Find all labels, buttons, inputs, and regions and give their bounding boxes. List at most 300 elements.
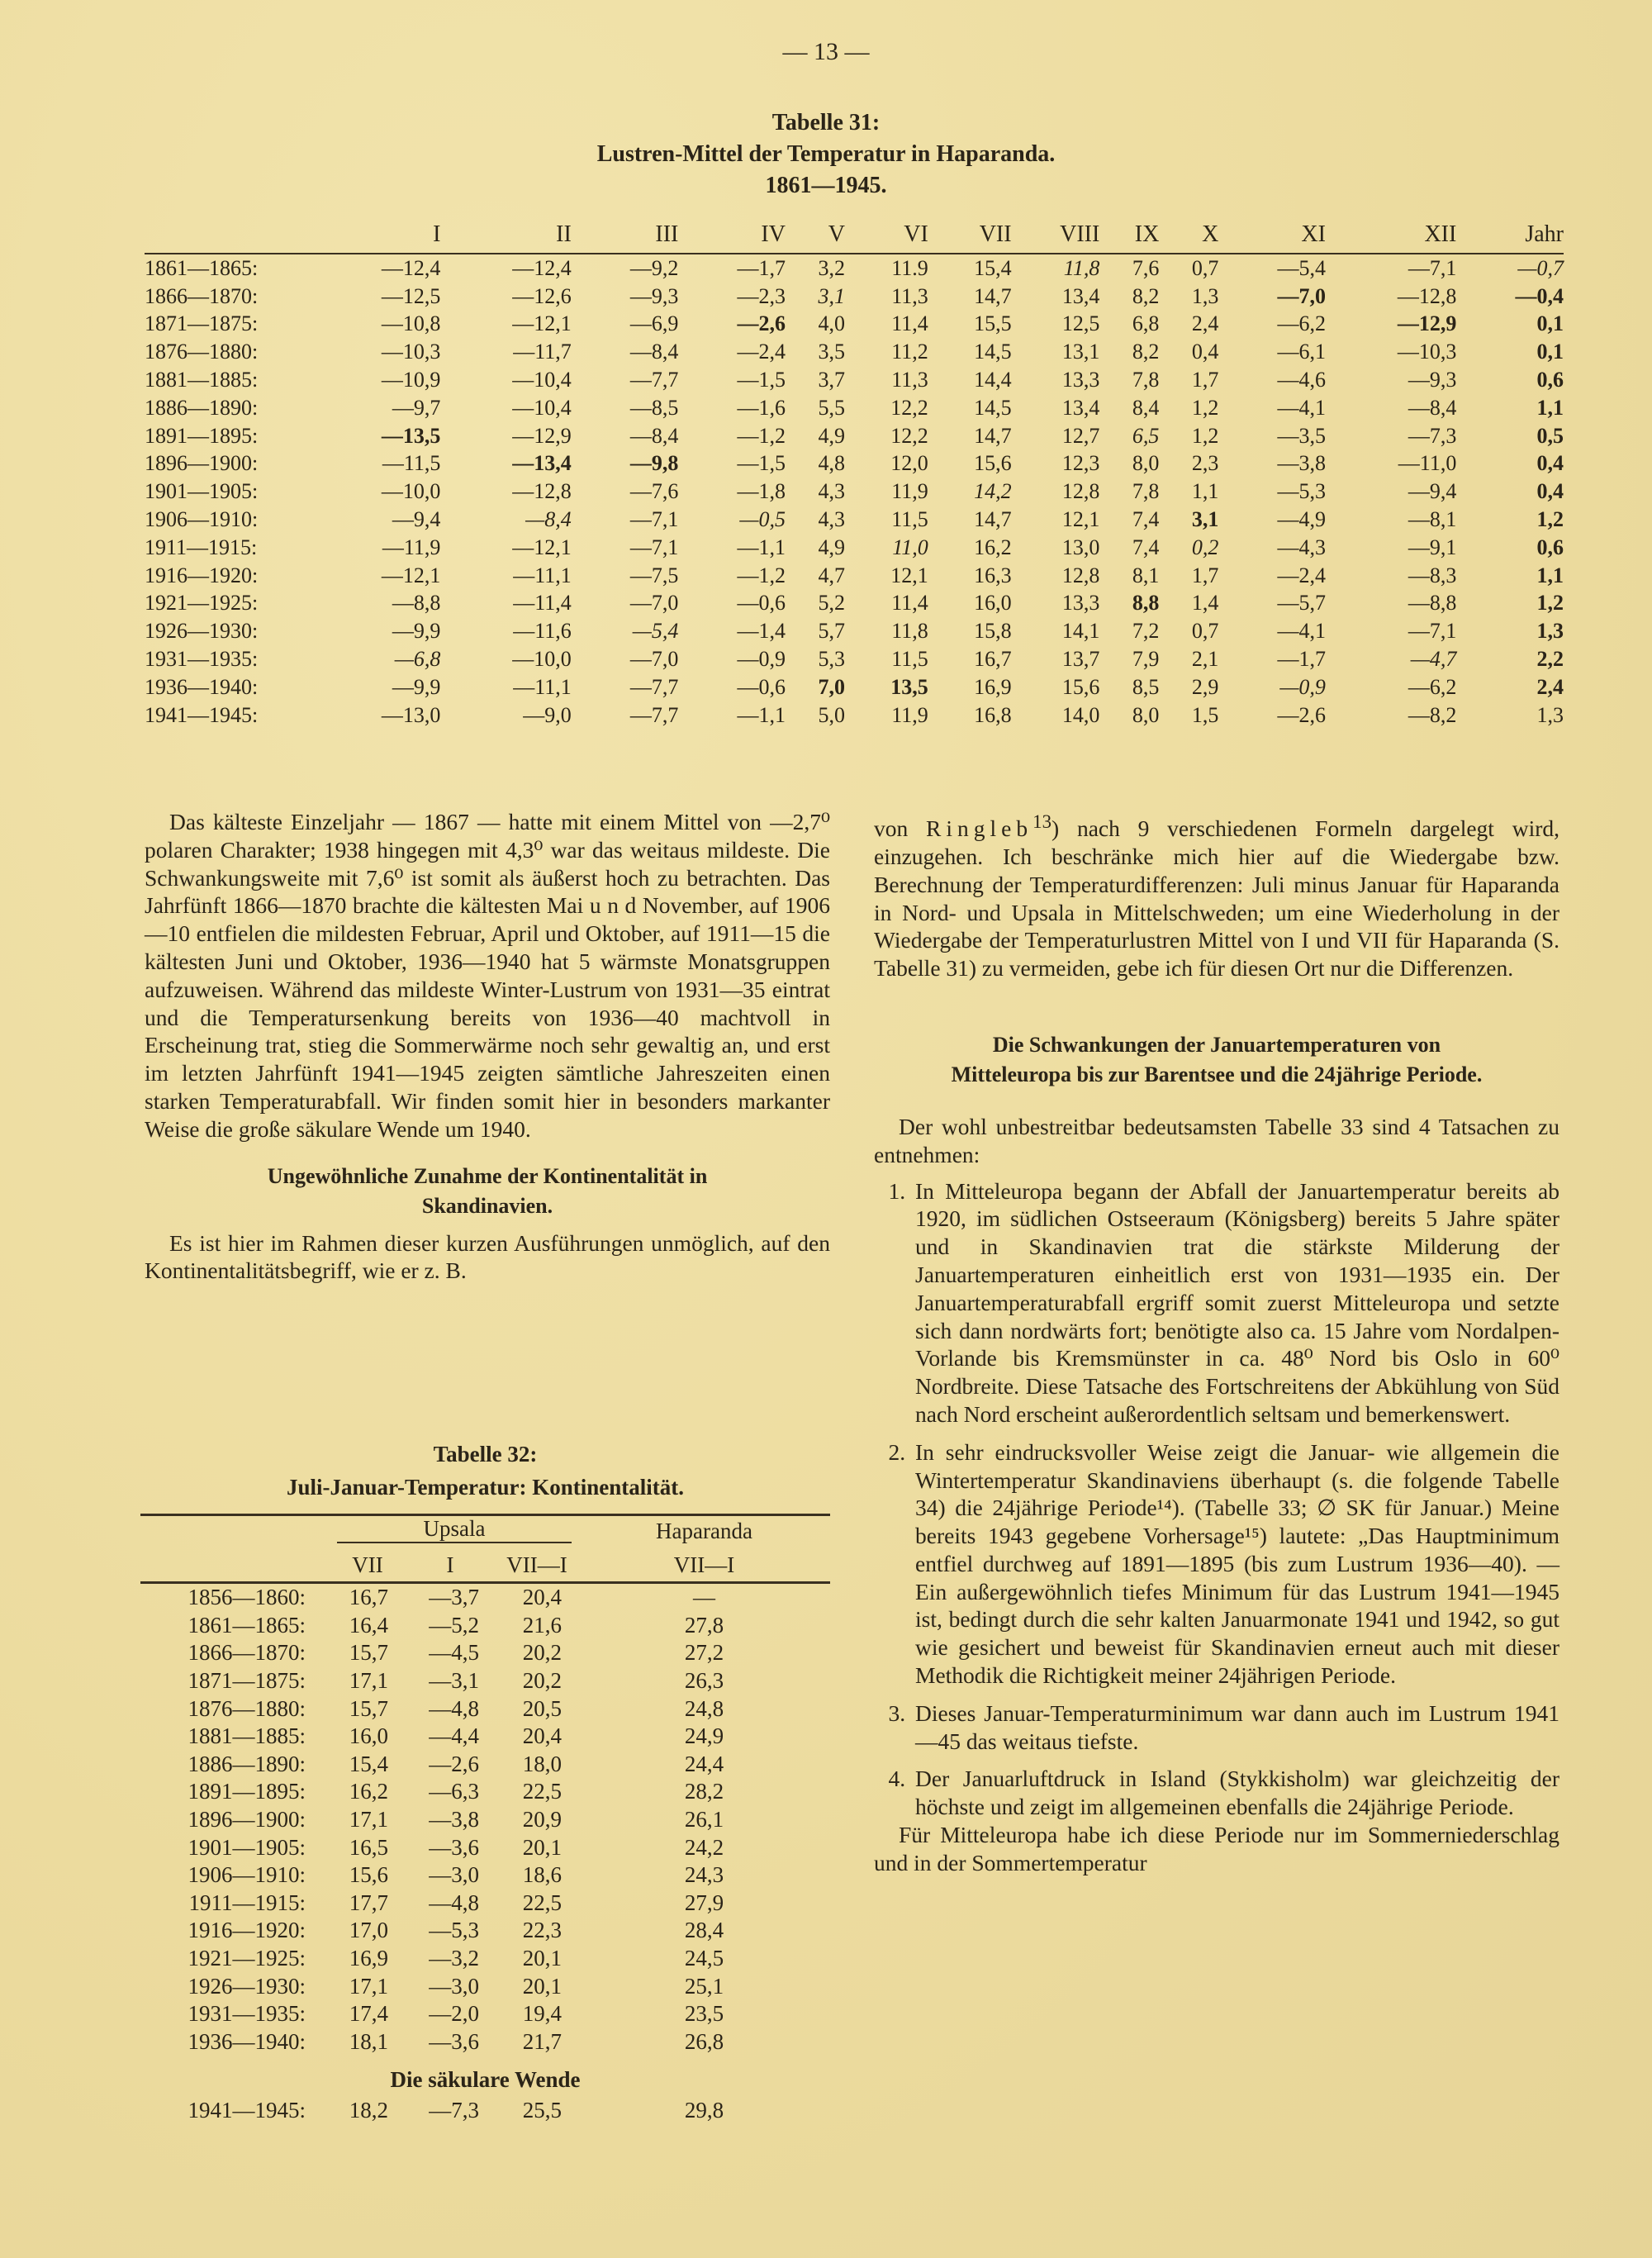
table31-cell: —11,7: [513, 340, 572, 364]
table31-col-header: VIII: [1060, 221, 1100, 247]
table31-cell: 2,4: [1191, 311, 1219, 336]
table31-cell: —8,8: [392, 591, 441, 616]
table31-cell: 7,9: [1132, 647, 1160, 672]
table32-cell-diff: 21,7: [522, 2028, 562, 2054]
table32-cell-i: —3,2: [429, 1946, 479, 1971]
table31-cell: —6,9: [629, 311, 679, 336]
table31-cell: 3,1: [1191, 507, 1219, 532]
table31-cell: 1,3: [1536, 702, 1564, 727]
row-period: 1871—1875:: [145, 311, 259, 336]
table32-cell-diff: 20,4: [522, 1585, 562, 1610]
table31-cell: —8,4: [1408, 395, 1457, 420]
table31-cell: 12,3: [1061, 451, 1100, 476]
table31-cell: —12,5: [381, 283, 441, 308]
table32-row: [140, 1667, 830, 1695]
table31-cell: 4,0: [818, 311, 845, 336]
table31-cell: 8,0: [1132, 702, 1160, 727]
table32-cell-period: 1876—1880:: [188, 1695, 306, 1721]
table31-row: [145, 617, 1564, 645]
table31-cell: —9,9: [392, 619, 441, 644]
table31-cell: 0,6: [1536, 535, 1564, 559]
table31-cell: —8,8: [1408, 591, 1457, 616]
table31-cell: 8,8: [1132, 591, 1160, 616]
table32-cell-period: 1931—1935:: [188, 2001, 306, 2027]
table31-cell: 14,7: [974, 283, 1012, 308]
table32-cell-vii: 17,1: [349, 1973, 388, 1999]
fact-item: 3. Dieses Januar-Temperaturminimum war dann auch im Lustrum 1941—45 das weitaus tiefste.: [911, 1699, 1559, 1756]
table31-cell: —2,6: [1277, 702, 1326, 727]
table31-cell: 13,7: [1061, 647, 1100, 672]
table31-cell: 1,3: [1536, 619, 1564, 644]
table32-row: [140, 1723, 830, 1751]
table32-body: [140, 1583, 830, 2056]
table31-cell: —4,1: [1277, 619, 1326, 644]
table31-cell: 14,5: [974, 340, 1012, 364]
table31-cell: —6,1: [1277, 340, 1326, 364]
table31-cell: —10,3: [381, 340, 441, 364]
table31-cell: 1,4: [1191, 591, 1219, 616]
table32-cell-diff: 19,4: [522, 2001, 562, 2027]
table31-row: [145, 673, 1564, 701]
table31-cell: —10,0: [512, 647, 572, 672]
table31-cell: 14,7: [974, 423, 1012, 448]
table32-row: [140, 1861, 830, 1890]
table31-cell: —5,7: [1277, 591, 1326, 616]
table31-cell: 13,1: [1061, 340, 1100, 364]
table31-cell: —4,3: [1277, 535, 1326, 559]
table31-cell: —1,6: [737, 395, 786, 420]
table31-cell: —2,6: [737, 311, 786, 336]
table31-cell: —1,2: [737, 563, 786, 587]
table32-cell-i: —3,0: [429, 1862, 479, 1888]
table31-cell: 11,4: [891, 311, 928, 336]
table31-cell: —12,4: [512, 255, 572, 280]
table31-cell: —3,8: [1277, 451, 1326, 476]
table31-col-header: I: [433, 221, 441, 247]
table31-cell: 4,7: [818, 563, 845, 587]
table32-cell-vii: 16,5: [349, 1834, 388, 1860]
table31-cell: —0,4: [1515, 283, 1564, 308]
table31-cell: 12,0: [890, 451, 928, 476]
table31-cell: —12,8: [1397, 283, 1457, 308]
table31-cell: 0,2: [1191, 535, 1219, 559]
row-period: 1941—1945:: [145, 702, 259, 727]
table31-cell: 13,3: [1061, 368, 1100, 392]
table32-cell-hap: 23,5: [684, 2001, 724, 2027]
table31-cell: —13,5: [381, 423, 441, 448]
table31-cell: —12,1: [512, 311, 572, 336]
table31-cell: —3,5: [1277, 423, 1326, 448]
row-period: 1921—1925:: [145, 591, 259, 616]
table31-cell: —9,3: [629, 283, 679, 308]
table31-cell: 16,8: [974, 702, 1012, 727]
table31-cell: —6,8: [394, 647, 441, 672]
table31-cell: 16,3: [974, 563, 1012, 587]
table31-cell: 8,2: [1132, 340, 1160, 364]
table32-cell-diff: 22,5: [522, 1890, 562, 1915]
table32-cell-vii: 16,2: [349, 1779, 388, 1804]
table31-cell: —11,5: [382, 451, 441, 476]
table31-row: [145, 645, 1564, 673]
table31-cell: —0,9: [737, 647, 786, 672]
table32-cell-i: —6,3: [429, 1779, 479, 1804]
table31-cell: —11,0: [1398, 451, 1457, 476]
table31-cell: 3,2: [818, 255, 845, 280]
table31-cell: 11,5: [891, 647, 928, 672]
table32-row: [140, 1890, 830, 1918]
table31-cell: —0,5: [739, 507, 786, 532]
table32-cell-vii: 16,9: [349, 1946, 388, 1971]
table31-col-header: XII: [1424, 221, 1457, 247]
table31-cell: 2,2: [1536, 647, 1564, 672]
table31-cell: —7,3: [1408, 423, 1457, 448]
table31-cell: —10,0: [381, 479, 441, 504]
table32-cell-diff: 21,6: [522, 1612, 562, 1638]
table31-cell: 0,7: [1191, 619, 1219, 644]
table31-cell: —9,0: [523, 702, 572, 727]
table32-cell-period: 1916—1920:: [188, 1918, 306, 1943]
table31-cell: 11,4: [891, 591, 928, 616]
table31-cell: 14,1: [1061, 619, 1100, 644]
table31-cell: 15,4: [974, 255, 1012, 280]
table31-cell: 7,6: [1132, 255, 1160, 280]
table31-cell: 12,8: [1061, 563, 1100, 587]
table32-cell-period: 1866—1870:: [188, 1640, 306, 1666]
table32-cell-diff: 20,1: [522, 1946, 562, 1971]
table32-cell-diff: 20,5: [522, 1695, 562, 1721]
table32-cell-vii: 18,1: [349, 2028, 388, 2054]
table32-cell-hap: 24,2: [684, 1834, 724, 1860]
table32-cell-i: —2,6: [429, 1751, 479, 1776]
table31-cell: —1,2: [737, 423, 786, 448]
table32-cell-period: 1886—1890:: [188, 1751, 306, 1776]
table32-cell-i: —4,8: [429, 1695, 479, 1721]
table32-cell-diff: 20,9: [522, 1807, 562, 1833]
table31-cell: 0,5: [1536, 423, 1564, 448]
table31-cell: —2,4: [737, 340, 786, 364]
facts-list: [874, 1177, 1559, 1822]
table31-corner: [145, 216, 310, 254]
paragraph-facts-lead: Der wohl unbestreitbar bedeutsamsten Tabelle 33 sind 4 Tatsachen zu entnehmen:: [874, 1113, 1559, 1167]
table31-cell: —9,4: [392, 507, 441, 532]
left-column-text: [145, 808, 830, 1285]
table31-cell: 14,2: [974, 479, 1012, 504]
table31-cell: 7,4: [1132, 535, 1160, 559]
table31-col-header: Jahr: [1525, 221, 1564, 247]
table31-cell: 6,5: [1132, 423, 1160, 448]
footnote-ref-13: 13: [1032, 811, 1052, 832]
table31-cell: 11,5: [891, 507, 928, 532]
table31-col-header: X: [1202, 221, 1219, 247]
table31-cell: 5,2: [818, 591, 845, 616]
table31-cell: 13,5: [890, 674, 928, 699]
table31-cell: 6,8: [1132, 311, 1160, 336]
table31-row: [145, 366, 1564, 394]
fact-item: 4. Der Januarluftdruck in Island (Stykkisholm) war gleichzeitig der höchste und zeigt im allgemeinen ebenfalls die 24jährige Periode.: [911, 1765, 1559, 1821]
table31-cell: 11,8: [891, 619, 928, 644]
table32-cell-diff: 20,1: [522, 1834, 562, 1860]
table32-cell-hap: 26,3: [684, 1668, 724, 1694]
table31-cell: 0,1: [1536, 340, 1564, 364]
table31-cell: —11,1: [513, 563, 572, 587]
table31-cell: 11,3: [891, 283, 928, 308]
paragraph-ringleb: von Ringleb$^{13}$) nach 9 verschiedenen Formeln dargelegt wird, einzugehen. Ich beschränke mich hier auf die Wiedergabe bzw. Berechnung der Temperaturdifferenzen: Juli minus Januar für Haparanda in Nord- und Upsala in Mittelschweden; um eine Wiederholung in der Wiedergabe der Temperaturlustren Mittel von I und VII für Haparanda (S. Tabelle 31) zu vermeiden, gebe ich für diesen Ort nur die Differenzen.: [874, 811, 1559, 982]
table32-row: [140, 1695, 830, 1723]
table31-cell: —8,4: [525, 507, 572, 532]
table32-cell-period: 1896—1900:: [188, 1807, 306, 1833]
table32-cell-i: —2,0: [429, 2001, 479, 2027]
paragraph-closing: Für Mitteleuropa habe ich diese Periode nur im Sommerniederschlag und in der Sommertemperatur: [874, 1822, 1559, 1875]
page-number: — 13 —: [782, 38, 870, 65]
table31-cell: 11.9: [891, 255, 928, 280]
table31-cell: —2,4: [1277, 563, 1326, 587]
table31-cell: 7,4: [1132, 507, 1160, 532]
table31-cell: —0,6: [737, 591, 786, 616]
table31-label: Tabelle 31:: [771, 110, 881, 135]
table31-cell: 1,7: [1191, 563, 1219, 587]
table31-cell: —9,1: [1408, 535, 1457, 559]
table31-cell: —7,1: [629, 507, 679, 532]
table31-cell: —12,1: [512, 535, 572, 559]
table32-col-i: I: [405, 1548, 496, 1583]
table31-cell: —7,0: [629, 591, 679, 616]
table32-col-diff: VII—I: [496, 1548, 578, 1583]
paragraph-coldest-year: Das kälteste Einzeljahr — 1867 — hatte mit einem Mittel von —2,7⁰ polaren Charakter; 1938 hingegen mit 4,3⁰ war das weitaus mildeste. Die Schwankungsweite mit 7,6⁰ ist somit als äußerst hoch zu betrachten. Das Jahrfünft 1866—1870 brachte die kältesten Mai u n d November, auf 1906—10 entfielen die mildesten Februar, April und Oktober, auf 1911—15 die kältesten Juni und Oktober, 1936—1940 hat 5 wärmste Monatsgruppen aufzuweisen. Während das mildeste Winter-Lustrum von 1931—35 eintrat und die Temperatursenkung bereits von 1936—40 machtvoll in Erscheinung trat, stieg die Sommerwärme noch sehr gewaltig an, und erst im letzten Jahrfünft 1941—1945 zeigten sämtliche Jahreszeiten einen starken Temperaturabfall. Wir finden somit hier in besonders markanter Weise die große säkulare Wende um 1940.: [145, 809, 830, 1142]
table32: [140, 1514, 830, 2125]
author-name: Ringleb: [926, 815, 1033, 842]
row-period: 1861—1865:: [145, 255, 259, 280]
table31-cell: —12,8: [512, 479, 572, 504]
table31-cell: 1,1: [1536, 395, 1564, 420]
table31-cell: 13,4: [1061, 395, 1100, 420]
table31-cell: 5,0: [818, 702, 845, 727]
row-period: 1931—1935:: [145, 647, 259, 672]
row-period: 1926—1930:: [145, 619, 259, 644]
table31-cell: 1,2: [1536, 507, 1564, 532]
table32-cell-period: 1921—1925:: [188, 1946, 306, 1971]
table31-row: [145, 283, 1564, 311]
table32-cell-hap: 26,8: [684, 2028, 724, 2054]
table32-caption: [140, 1438, 830, 1504]
table31-cell: 11,2: [891, 340, 928, 364]
row-period: 1936—1940:: [145, 674, 259, 699]
table32-cell-period: 1891—1895:: [188, 1779, 306, 1804]
fact-item: 1. In Mitteleuropa begann der Abfall der Januartemperatur bereits ab 1920, im südlichen Ostseeraum (Königsberg) bereits 5 Jahre später und in Skandinavien trat die stärkste Milderung der Januartemperaturen einheitlich erst von 1931—1935 ein. Der Januartemperaturabfall ergriff somit zuerst Mitteleuropa und setzte sich dann nordwärts fort; benötigte also ca. 15 Jahre vom Nordalpen-Vorlande bis Kremsmünster in ca. 48⁰ Nord bis Oslo in 60⁰ Nordbreite. Diese Tatsache des Fortschreitens der Abkühlung von Süd nach Nord erscheint außerordentlich seltsam und bemerkenswert.: [911, 1177, 1559, 1428]
table31-cell: 5,5: [818, 395, 845, 420]
table31-cell: 8,4: [1132, 395, 1160, 420]
table31-cell: 0,4: [1536, 451, 1564, 476]
section-heading-continentality: Ungewöhnliche Zunahme der Kontinentalität in Skandinavien.: [267, 1163, 708, 1218]
row-period: 1906—1910:: [145, 507, 259, 532]
table31-cell: —5,3: [1277, 479, 1326, 504]
table32-cell-vii: 17,7: [349, 1890, 388, 1915]
table32-title: Juli-Januar-Temperatur: Kontinentalität.: [287, 1475, 684, 1500]
table31-row: [145, 311, 1564, 339]
table32-cell-period: 1906—1910:: [188, 1862, 306, 1888]
table32-cell-hap: 24,9: [684, 1723, 724, 1749]
table32-group-upsala: Upsala: [330, 1514, 578, 1548]
table31-cell: —5,4: [632, 619, 679, 644]
table31-cell: 15,8: [974, 619, 1012, 644]
table31-cell: 14,0: [1061, 702, 1100, 727]
table32-cell-vii: 15,4: [349, 1751, 388, 1776]
table32-cell-period: 1856—1860:: [188, 1585, 306, 1610]
table32-cell-hap: 24,5: [684, 1946, 724, 1971]
table31-cell: —1,7: [737, 255, 786, 280]
table32-cell-hap: 27,2: [684, 1640, 724, 1666]
table31-cell: —8,1: [1408, 507, 1457, 532]
table32-cell-i: —4,8: [429, 1890, 479, 1915]
table31-cell: —7,7: [629, 702, 679, 727]
table31-row: [145, 422, 1564, 450]
table32-cell-period: 1926—1930:: [188, 1973, 306, 1999]
table32-row: [140, 1972, 830, 2000]
row-period: 1886—1890:: [145, 395, 259, 420]
table31-cell: 7,8: [1132, 479, 1160, 504]
row-period: 1891—1895:: [145, 423, 259, 448]
table31-cell: —8,2: [1408, 702, 1457, 727]
table31-cell: —12,9: [512, 423, 572, 448]
table31-row: [145, 701, 1564, 730]
table31-cell: 4,8: [818, 451, 845, 476]
table32-cell-vii: 17,1: [349, 1807, 388, 1833]
table31-cell: 3,5: [818, 340, 845, 364]
table31-cell: —9,8: [629, 451, 679, 476]
paragraph-continentality: Es ist hier im Rahmen dieser kurzen Ausführungen unmöglich, auf den Kontinentalitätsbegriff, wie er z. B.: [145, 1229, 830, 1284]
table32-cell-period: 1871—1875:: [188, 1668, 306, 1694]
table31-cell: —2,3: [737, 283, 786, 308]
row-period: 1876—1880:: [145, 340, 259, 364]
table32-col-vii: VII: [330, 1548, 405, 1583]
table31: [145, 216, 1564, 730]
table31-cell: —6,2: [1277, 311, 1326, 336]
table31-row: [145, 506, 1564, 534]
table31-cell: —1,1: [737, 702, 786, 727]
table31-cell: —7,1: [629, 535, 679, 559]
table31-cell: —10,3: [1397, 340, 1457, 364]
table31-cell: 5,3: [818, 647, 845, 672]
table31-cell: —12,4: [381, 255, 441, 280]
table32-cell-vii: 16,0: [349, 1723, 388, 1749]
table32-cell-period: 1911—1915:: [188, 1890, 306, 1915]
table31-cell: 0,7: [1191, 255, 1219, 280]
table32-cell-diff: 18,0: [522, 1751, 562, 1776]
table32-cell-period: 1901—1905:: [188, 1834, 306, 1860]
table31-cell: 4,3: [818, 507, 845, 532]
table32-cell-vii: 15,6: [349, 1862, 388, 1888]
table31-cell: —10,4: [512, 395, 572, 420]
table31-cell: —11,4: [513, 591, 572, 616]
table31-cell: 1,2: [1191, 395, 1219, 420]
row-period: 1896—1900:: [145, 451, 259, 476]
table31-col-header: VI: [904, 221, 928, 247]
table31-cell: —4,9: [1277, 507, 1326, 532]
table32-cell-i: —4,5: [429, 1640, 479, 1666]
table31-period: 1861—1945.: [765, 173, 887, 198]
table31-cell: 16,0: [974, 591, 1012, 616]
table31-cell: —9,4: [1408, 479, 1457, 504]
table31-cell: —4,6: [1277, 368, 1326, 392]
table32-cell-hap: 27,8: [684, 1612, 724, 1638]
table32-cell-i: —3,7: [429, 1585, 479, 1610]
table32-row: [140, 1639, 830, 1667]
table31-col-header: XI: [1301, 221, 1326, 247]
table31-cell: 1,3: [1191, 283, 1219, 308]
table32-cell-diff: 20,4: [522, 1723, 562, 1749]
table32-cell-hap: 24,8: [684, 1695, 724, 1721]
table32-row: [140, 2028, 830, 2056]
table32-cell-vii: 15,7: [349, 1640, 388, 1666]
table32-cell-i: —3,0: [429, 1973, 479, 1999]
table31-cell: 2,3: [1191, 451, 1219, 476]
table31-cell: 0,1: [1536, 311, 1564, 336]
table31-cell: —7,7: [629, 368, 679, 392]
table31-cell: 12,2: [890, 395, 928, 420]
table31-cell: —12,1: [381, 563, 441, 587]
table32-cell-i: —3,6: [429, 2028, 479, 2054]
table31-cell: 11,9: [891, 702, 928, 727]
table32-cell-hap: 28,4: [684, 1918, 724, 1943]
table31-cell: 7,2: [1132, 619, 1160, 644]
table32-cell-diff: 20,1: [522, 1973, 562, 1999]
table31-cell: —4,1: [1277, 395, 1326, 420]
table32-cell-vii: 16,4: [349, 1612, 388, 1638]
table32-cell-diff: 18,6: [522, 1862, 562, 1888]
table32-cell-i: —3,1: [429, 1668, 479, 1694]
table31-cell: 14,5: [974, 395, 1012, 420]
table31-cell: —5,4: [1277, 255, 1326, 280]
table31-cell: —10,4: [512, 368, 572, 392]
table31-cell: —1,8: [737, 479, 786, 504]
table31-cell: —10,9: [381, 368, 441, 392]
table32-cell-i: —3,6: [429, 1834, 479, 1860]
table31-cell: 7,0: [818, 674, 845, 699]
table31-cell: —0,6: [737, 674, 786, 699]
table31-cell: 1,1: [1191, 479, 1219, 504]
table31-cell: —1,4: [737, 619, 786, 644]
table31-cell: —9,9: [392, 674, 441, 699]
table32-cell-period: 1861—1865:: [188, 1612, 306, 1638]
table31-cell: —8,3: [1408, 563, 1457, 587]
table31-cell: —1,5: [737, 368, 786, 392]
table32-col-haparanda-diff: VII—I: [578, 1548, 830, 1583]
table32-cell-period: 1936—1940:: [188, 2028, 306, 2054]
table31-cell: 11,8: [1063, 255, 1100, 280]
table31-row: [145, 590, 1564, 618]
table31-row: [145, 254, 1564, 283]
table31-row: [145, 394, 1564, 422]
table31-row: [145, 338, 1564, 366]
table31-cell: —8,5: [629, 395, 679, 420]
table31-cell: 12,2: [890, 423, 928, 448]
table31-cell: —7,0: [629, 647, 679, 672]
table32-row: [140, 1583, 830, 1612]
table32-group-haparanda: Haparanda: [656, 1518, 752, 1543]
table31-cell: 11,3: [891, 368, 928, 392]
table31-cell: —13,0: [381, 702, 441, 727]
table31-cell: 0,6: [1536, 368, 1564, 392]
table32-final-row: 1941—1945: 18,2 —7,3 25,5 29,8: [188, 2098, 724, 2123]
table31-cell: —4,7: [1410, 647, 1457, 672]
table31-cell: 13,3: [1061, 591, 1100, 616]
table31-cell: 16,7: [974, 647, 1012, 672]
table31-cell: —11,9: [382, 535, 441, 559]
table32-row: [140, 2000, 830, 2028]
table31-cell: —1,1: [737, 535, 786, 559]
table32-cell-hap: 24,4: [684, 1751, 724, 1776]
table31-col-header: IV: [761, 221, 786, 247]
table31-cell: 7,8: [1132, 368, 1160, 392]
